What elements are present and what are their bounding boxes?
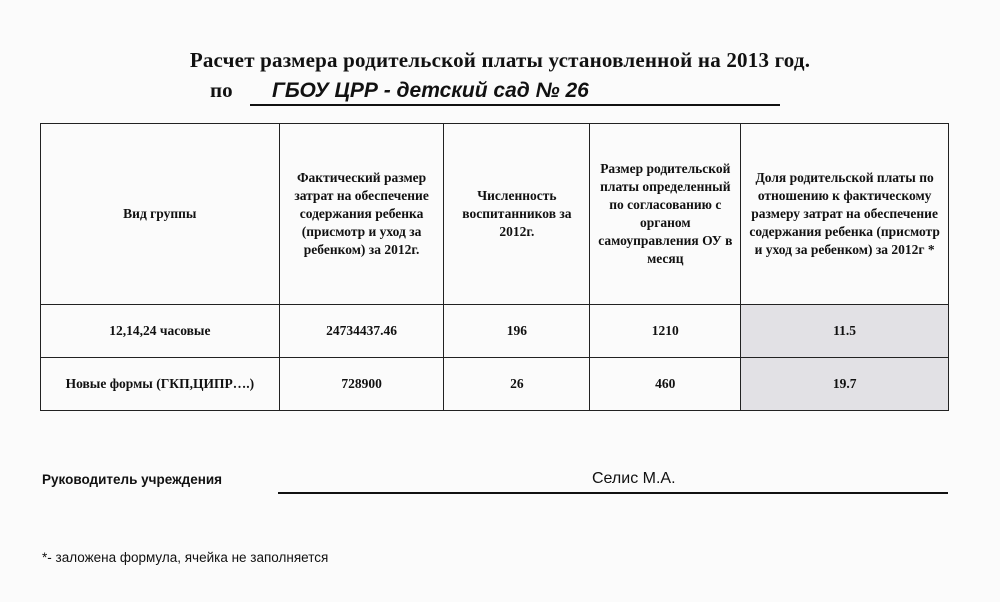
header-pupil-count: Численность воспитанников за 2012г.: [444, 124, 590, 305]
header-actual-costs: Фактический размер затрат на обеспечение содержания ребенка (присмотр и уход за ребенком) за 2012г.: [279, 124, 444, 305]
cell-group-type: 12,14,24 часовые: [41, 305, 280, 358]
cell-actual-costs: 728900: [279, 358, 444, 411]
cell-fee-share: 11.5: [741, 305, 949, 358]
cell-pupil-count: 26: [444, 358, 590, 411]
signature-line: [278, 492, 948, 494]
document-title: Расчет размера родительской платы установленной на 2013 год.: [189, 48, 811, 72]
header-parent-fee: Размер родительской платы определенный по согласованию с органом самоуправления ОУ в месяц: [590, 124, 741, 305]
header-group-type: Вид группы: [41, 124, 280, 305]
header-fee-share: Доля родительской платы по отношению к фактическому размеру затрат на обеспечение содержания ребенка (присмотр и уход за ребенком) за 2012г *: [741, 124, 949, 305]
organization-name: ГБОУ ЦРР - детский сад № 26: [250, 78, 780, 106]
footnote: *- заложена формула, ячейка не заполняется: [42, 550, 329, 565]
cell-parent-fee: 1210: [590, 305, 741, 358]
document-subtitle: [210, 78, 780, 108]
cell-parent-fee: 460: [590, 358, 741, 411]
table-row: [41, 305, 949, 358]
signature-name: Селис М.А.: [592, 470, 676, 487]
subtitle-prefix: по: [210, 78, 233, 102]
table-row: [41, 358, 949, 411]
table-header-row: [41, 124, 949, 305]
cell-fee-share: 19.7: [741, 358, 949, 411]
cell-actual-costs: 24734437.46: [279, 305, 444, 358]
fee-calculation-table: [40, 123, 949, 411]
cell-pupil-count: 196: [444, 305, 590, 358]
signature-label: Руководитель учреждения: [42, 472, 223, 487]
cell-group-type: Новые формы (ГКП,ЦИПР….): [41, 358, 280, 411]
